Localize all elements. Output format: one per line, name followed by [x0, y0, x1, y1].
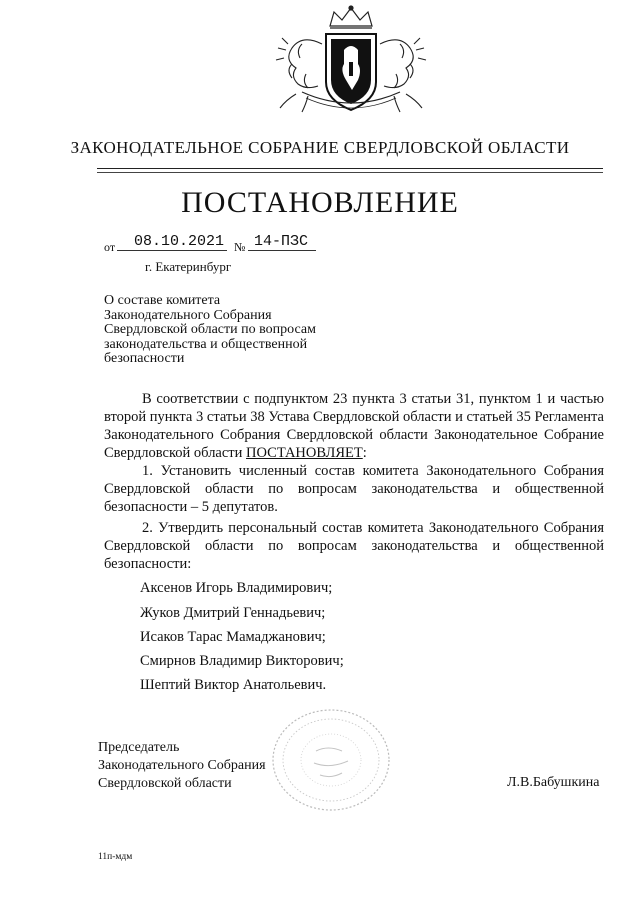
header-rule-thick — [97, 168, 603, 169]
document-subject: О составе комитета Законодательного Собрания Свердловской области по вопросам законодательства и общественной безопасности — [104, 293, 316, 366]
signatory-name: Л.В.Бабушкина — [507, 775, 600, 790]
date-label: от — [104, 240, 116, 254]
decree-colon: : — [362, 445, 367, 461]
signatory-position — [98, 739, 266, 793]
item-2: 2. Утвердить персональный состав комитета Законодательного Собрания Свердловской области по вопросам законодательства и общественной безопасности: — [104, 520, 604, 572]
organization-name: ЗАКОНОДАТЕЛЬНОЕ СОБРАНИЕ СВЕРДЛОВСКОЙ ОБЛАСТИ — [70, 138, 570, 157]
member-list-item: Жуков Дмитрий Геннадьевич; — [140, 605, 326, 621]
number-label: № — [234, 240, 246, 254]
document-title: ПОСТАНОВЛЕНИЕ — [181, 186, 459, 219]
member-list-item: Исаков Тарас Мамаджанович; — [140, 629, 326, 645]
city: г. Екатеринбург — [145, 259, 232, 274]
preamble-paragraph — [104, 390, 604, 462]
decree-word: ПОСТАНОВЛЯЕТ — [246, 445, 363, 461]
member-list-item: Шептий Виктор Анатольевич. — [140, 677, 327, 693]
member-list-item: Смирнов Владимир Викторович; — [140, 653, 344, 669]
footer-code: 11п-мдм — [98, 852, 133, 862]
signatory-line-3: Свердловской области — [98, 776, 232, 791]
document-number: 14-ПЗС — [254, 233, 309, 250]
official-stamp — [268, 705, 394, 815]
preamble-text: В соответствии с подпунктом 23 пункта 3 статьи 31, пунктом 1 и частью второй пункта 3 статьи 38 Устава Свердловской области и статьей 35 Регламента Законодательного Собрания Свердловской области Законодательное Собрание Свердловской области — [104, 391, 604, 461]
header-rule-thin — [97, 172, 603, 173]
member-list-item: Аксенов Игорь Владимирович; — [140, 580, 333, 596]
signatory-line-2: Законодательного Собрания — [98, 758, 266, 773]
coat-of-arms-emblem — [262, 4, 440, 116]
date-underline — [117, 250, 227, 251]
item-1: 1. Установить численный состав комитета Законодательного Собрания Свердловской области по вопросам законодательства и общественной безопасности – 5 депутатов. — [104, 463, 604, 515]
document-date: 08.10.2021 — [134, 233, 225, 250]
number-underline — [248, 250, 316, 251]
signatory-line-1: Председатель — [98, 740, 180, 755]
